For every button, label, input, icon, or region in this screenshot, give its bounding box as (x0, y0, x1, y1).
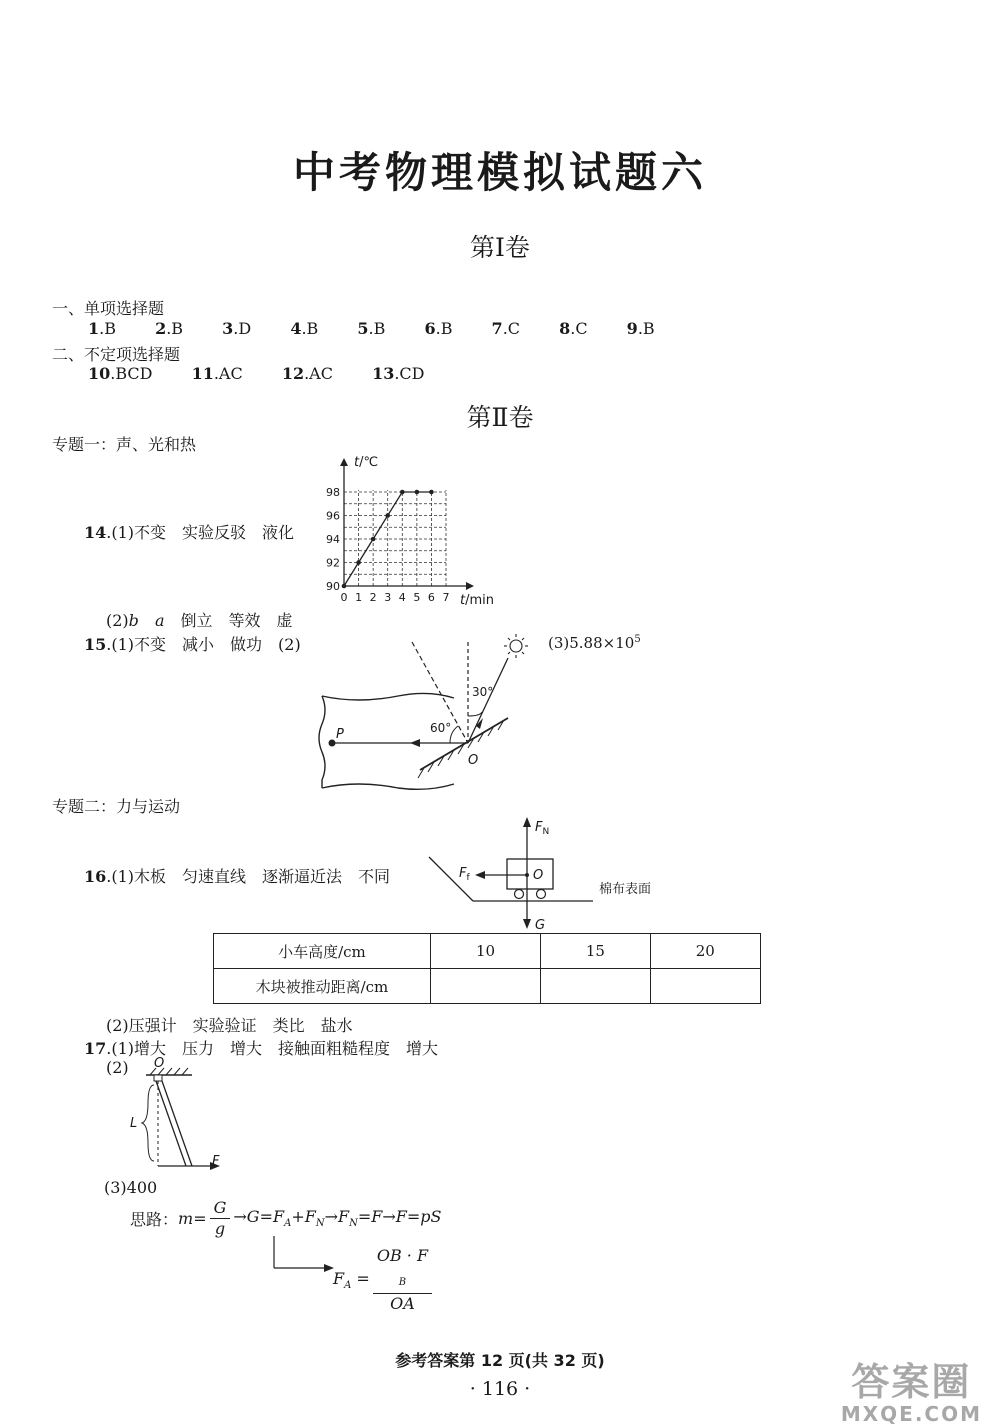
x-tick-label: 3 (384, 591, 392, 604)
data-point (400, 490, 405, 495)
reflected-arrow (410, 739, 420, 747)
volume-1-heading: 第Ⅰ卷 (470, 233, 530, 262)
cart-wheel-right (537, 890, 546, 899)
table-cell (541, 969, 650, 1004)
q17-part2-label: (2) (106, 1058, 129, 1077)
pivot-o-label: O (154, 1056, 165, 1071)
part2-heading: 二、不定项选择题 (52, 345, 181, 364)
x-tick-label: 2 (369, 591, 377, 604)
container-top-edge (322, 693, 454, 700)
table-cell: 15 (541, 934, 650, 969)
table-cell: 20 (650, 934, 760, 969)
angle-arc-top (468, 712, 482, 716)
y-tick-label: 90 (326, 580, 340, 593)
length-l-label: L (130, 1116, 138, 1131)
thinking-branch-arrow (270, 1234, 340, 1274)
data-point (371, 537, 376, 542)
q15-part3: $(3)5.88\times 10^5$ (548, 634, 641, 652)
y-axis-arrow (340, 458, 348, 466)
graph-axes (340, 458, 474, 590)
x-tick-label: 1 (355, 591, 363, 604)
force-diagram (425, 815, 675, 933)
y-tick-label: 94 (326, 533, 340, 546)
angle-30-label: 30° (472, 685, 494, 699)
x-tick-label: 4 (398, 591, 406, 604)
y-tick-label: 96 (326, 509, 340, 523)
ff-label: $F_f$ (459, 866, 470, 883)
q14-part1: 14.(1)不变 实验反驳 液化 (84, 523, 295, 542)
g-label: G (535, 918, 546, 933)
table-row (214, 969, 761, 1004)
volume-2-heading: 第Ⅱ卷 (466, 403, 534, 432)
container-left-edge (319, 696, 325, 788)
page-title: 中考物理模拟试题六 (292, 148, 707, 197)
table-row (214, 934, 761, 969)
part1-heading: 一、单项选择题 (52, 299, 165, 318)
length-brace (142, 1085, 154, 1161)
q17-part3: (3)400 (104, 1178, 158, 1197)
lever-rod-left (156, 1081, 186, 1166)
point-p-label: P (336, 727, 344, 742)
page-number: · 116 · (469, 1378, 531, 1400)
data-table (213, 933, 761, 1004)
table-cell: 10 (430, 934, 540, 969)
table-cell (430, 969, 540, 1004)
sun-icon (504, 634, 528, 658)
lever-rod-right (162, 1081, 192, 1166)
watermark-logo: 答案圈 MXQE.COM (840, 1360, 982, 1426)
q16-part1: 16.(1)木板 匀速直线 逐渐逼近法 不同 (84, 867, 391, 886)
y-tick-label: 92 (326, 556, 340, 570)
q16-part2: (2)压强计 实验验证 类比 盐水 (106, 1016, 353, 1035)
y-tick-label: 98 (326, 486, 340, 499)
data-point (385, 513, 390, 518)
q17-part1: 17.(1)增大 压力 增大 接触面粗糙程度 增大 (84, 1039, 439, 1058)
x-tick-label: 7 (442, 591, 450, 604)
part2-answers: 10.BCD 11.AC 12.AC 13.CD (88, 364, 425, 383)
force-f-label: F (212, 1154, 220, 1169)
lever-diagram (126, 1055, 236, 1175)
part1-answers: 1.B 2.B 3.D 4.B 5.B 6.B 7.C 8.C 9.B (88, 319, 655, 338)
angle-60-label: 60° (430, 721, 452, 735)
x-tick-label: 5 (413, 591, 421, 604)
fn-label: $F_N$ (535, 820, 550, 837)
optics-diagram (318, 630, 548, 795)
data-point (356, 560, 361, 565)
pivot-block (154, 1075, 162, 1081)
thinking-lever-formula: $F_A$ = OB · F $_B$ OA (333, 1246, 435, 1314)
q14-part2: (2)b a 倒立 等效 虚 (106, 611, 293, 630)
table-cell: 小车高度/cm (214, 934, 431, 969)
y-axis-label: t/℃ (354, 455, 379, 470)
data-point (415, 490, 420, 495)
point-p-dot (329, 740, 336, 747)
surface-label: 棉布表面 (599, 882, 652, 897)
temperature-graph (318, 450, 508, 610)
cart-center-label: O (533, 868, 544, 883)
x-axis-arrow (466, 582, 474, 590)
table-cell: 木块被推动距离/cm (214, 969, 431, 1004)
topic1-heading: 专题一：声、光和热 (52, 435, 197, 454)
x-axis-label: t/min (460, 593, 495, 608)
topic2-heading: 专题二：力与运动 (52, 797, 181, 816)
page-reference: 参考答案第 12 页(共 32 页) (395, 1351, 605, 1370)
thinking-formula: 思路：m= $\frac{G}{g}$ $\to G=F_A+F_N\to F_N=F\to F=pS$ (130, 1198, 442, 1238)
data-point (429, 490, 434, 495)
x-tick-label: 6 (427, 591, 435, 604)
point-o-label: O (468, 753, 479, 768)
x-tick-label: 0 (340, 591, 348, 604)
data-point (342, 584, 347, 589)
cart-body (507, 859, 553, 889)
cart-wheel-left (515, 890, 524, 899)
table-cell (650, 969, 760, 1004)
container-bottom-edge (322, 784, 454, 789)
q15-part1: 15.(1)不变 减小 做功 (2) (84, 635, 301, 654)
